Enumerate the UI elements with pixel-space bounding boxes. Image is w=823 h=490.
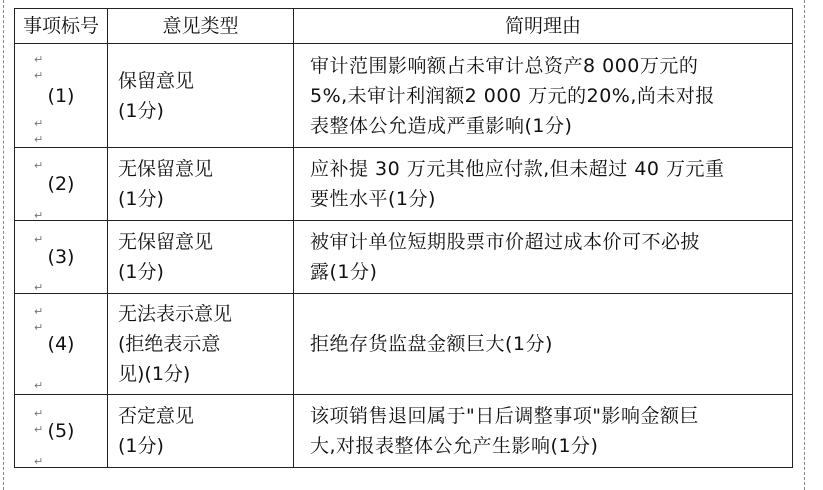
opinion-type-line: (1分) xyxy=(118,188,164,210)
opinion-type xyxy=(108,294,294,395)
item-number: (5) xyxy=(15,395,108,468)
item-number: (1) xyxy=(15,44,108,148)
paragraph-mark-icon: ↵ xyxy=(34,379,44,392)
reason-line: 该项销售退回属于"日后调整事项"影响金额巨 xyxy=(310,405,699,427)
opinion-type-line: 否定意见 xyxy=(118,405,195,427)
opinion-type-line: (1分) xyxy=(118,435,164,457)
item-number: (2) xyxy=(15,148,108,221)
brief-reason xyxy=(294,395,793,468)
header-opinion-type: 意见类型 xyxy=(108,9,294,44)
reason-line: 应补提 30 万元其他应付款,但未超过 40 万元重 xyxy=(310,158,725,180)
reason-line: 大,对报表整体公允产生影响(1分) xyxy=(310,435,599,457)
paragraph-mark-icon: ↵ xyxy=(34,133,44,146)
opinion-type-line: (拒绝表示意 xyxy=(118,333,221,355)
paragraph-mark-icon: ↵ xyxy=(34,423,44,436)
paragraph-mark-icon: ↵ xyxy=(34,407,44,420)
opinion-type xyxy=(108,221,294,294)
header-item-number: 事项标号 xyxy=(15,9,108,44)
paragraph-mark-icon: ↵ xyxy=(34,305,44,318)
page-margin-left xyxy=(3,0,4,490)
paragraph-mark-icon: ↵ xyxy=(34,455,44,468)
reason-line: 审计范围影响额占未审计总资产8 000万元的 xyxy=(310,54,699,77)
brief-reason xyxy=(294,44,793,148)
opinion-type-line: 无保留意见 xyxy=(118,158,214,180)
reason-line: 被审计单位短期股票市价超过成本价可不必披 xyxy=(310,231,701,253)
reason-line: 露(1分) xyxy=(310,261,378,283)
paragraph-mark-icon: ↵ xyxy=(34,53,44,66)
opinion-type-line: 见)(1分) xyxy=(118,363,191,385)
audit-opinion-table xyxy=(14,8,793,468)
paragraph-mark-icon: ↵ xyxy=(34,117,44,130)
opinion-type xyxy=(108,148,294,221)
table-row xyxy=(15,44,793,148)
paragraph-mark-icon: ↵ xyxy=(34,233,44,246)
header-brief-reason: 简明理由 xyxy=(294,9,793,44)
table-row xyxy=(15,221,793,294)
table-row xyxy=(15,395,793,468)
opinion-type-line: 无保留意见 xyxy=(118,231,214,253)
paragraph-mark-icon: ↵ xyxy=(34,209,44,222)
brief-reason xyxy=(294,148,793,221)
opinion-type-line: 无法表示意见 xyxy=(118,303,233,325)
item-number: (4) xyxy=(15,294,108,395)
brief-reason xyxy=(294,221,793,294)
reason-line: 拒绝存货监盘金额巨大(1分) xyxy=(310,333,553,355)
item-number: (3) xyxy=(15,221,108,294)
reason-line: 表整体公允造成严重影响(1分) xyxy=(310,114,573,137)
reason-line: 5%,未审计利润额2 000 万元的20%,尚未对报 xyxy=(310,84,715,107)
brief-reason xyxy=(294,294,793,395)
table-row xyxy=(15,148,793,221)
page-margin-right xyxy=(804,0,805,490)
paragraph-mark-icon: ↵ xyxy=(34,321,44,334)
paragraph-mark-icon: ↵ xyxy=(34,69,44,82)
header-row xyxy=(15,9,793,44)
opinion-type-line: 保留意见 xyxy=(118,69,195,92)
paragraph-mark-icon: ↵ xyxy=(34,159,44,172)
opinion-type-line: (1分) xyxy=(118,99,164,122)
reason-line: 要性水平(1分) xyxy=(310,188,436,210)
opinion-type xyxy=(108,395,294,468)
paragraph-mark-icon: ↵ xyxy=(34,281,44,294)
opinion-type-line: (1分) xyxy=(118,261,164,283)
opinion-type xyxy=(108,44,294,148)
table-row xyxy=(15,294,793,395)
